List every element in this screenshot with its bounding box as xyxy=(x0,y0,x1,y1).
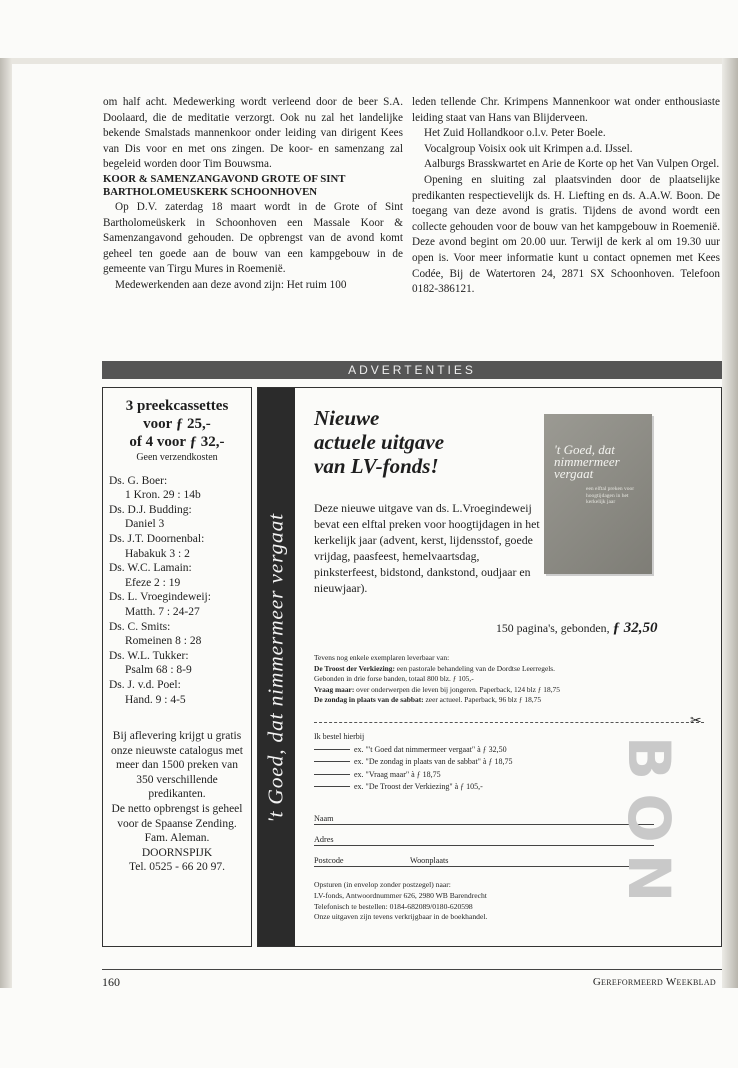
sermon-reference: Hand. 9 : 4-5 xyxy=(125,693,186,706)
sermon-list xyxy=(103,474,251,708)
page-number: 160 xyxy=(102,975,120,989)
order-line-text: ex. "Vraag maar" à ƒ 18,75 xyxy=(354,769,441,779)
page-edge-top xyxy=(12,58,722,64)
order-line xyxy=(314,744,644,757)
order-line xyxy=(314,781,644,794)
order-line xyxy=(314,756,644,769)
book-cover-title: 't Goed, dat nimmermeer vergaat xyxy=(554,442,620,481)
order-form xyxy=(314,731,644,794)
order-line xyxy=(314,769,644,782)
sermon-reference: Daniel 3 xyxy=(125,518,165,531)
sermon-reference: Efeze 2 : 19 xyxy=(125,576,181,589)
order-line-text: ex. "'t Goed dat nimmermeer vergaat" à ƒ 32,50 xyxy=(354,744,507,754)
paragraph: om half acht. Medewerking wordt verleend door de beer S.A. Doolaard, die de meditatie verzorgt. Ook nu zal het landelijke bekende Smalstads mannenkoor onder leiding van dirigent Kees van Dis voor en met ons zingen. De koor- en samenzang zal begeleid worden door Tim Bouwsma. xyxy=(103,96,403,171)
paragraph: Het Zuid Hollandkoor o.l.v. Peter Boele. xyxy=(424,127,606,140)
page-edge-left xyxy=(0,58,12,988)
sermon-reference: Romeinen 8 : 28 xyxy=(125,635,202,648)
city-label: Woonplaats xyxy=(410,856,449,865)
sermon-preacher: Ds. J. v.d. Poel: xyxy=(109,678,181,691)
magazine-name: Gereformeerd Weekblad xyxy=(592,976,716,988)
sermon-preacher: Ds. D.J. Budding: xyxy=(109,503,192,516)
footer-rule xyxy=(102,969,722,970)
postcode-city-field[interactable] xyxy=(314,856,654,867)
sermon-reference: 1 Kron. 29 : 14b xyxy=(125,489,201,502)
bon-watermark: B O N xyxy=(615,735,683,903)
name-field[interactable]: Naam xyxy=(314,814,654,825)
paragraph: Vocalgroup Voisix ook uit Krimpen a.d. IJssel. xyxy=(424,142,633,155)
order-intro: Ik bestel hierbij xyxy=(314,732,365,741)
send-info: Opsturen (in envelop zonder postzegel) naar: LV-fonds, Antwoordnummer 626, 2980 WB Barendrecht Telefonisch te bestellen: 0184-682089/0180-620598 Onze uitgaven zijn tevens verkrijgbaar in de boekhandel. xyxy=(314,880,488,922)
sermon-preacher: Ds. L. Vroegindeweij: xyxy=(109,591,211,604)
order-line-text: ex. "De Troost der Verkiezing" à ƒ 105,- xyxy=(354,782,483,791)
ad-spine xyxy=(258,388,295,946)
sermon-preacher: Ds. G. Boer: xyxy=(109,474,168,487)
ad-footer: Bij aflevering krijgt u gratis onze nieuwste catalogus met meer dan 1500 preken van 350 verschillende predikanten. De netto opbrengst is geheel voor de Spaanse Zending. Fam. Aleman. DOORNSPIJK Tel. 0525 - 66 20 97. xyxy=(111,730,243,874)
lv-fonds-ad xyxy=(257,387,722,947)
book-cover-image xyxy=(544,414,652,574)
paragraph: leden tellende Chr. Krimpens Mannenkoor wat onder enthousiaste leiding staat van Hans van Blijderveen. xyxy=(412,96,720,124)
paragraph: Opening en sluiting zal plaatsvinden door de plaatselijke predikanten respectievelijk ds. H. Liefting en ds. A.A.W. Boon. De toegang van deze avond is gratis. Tijdens de avond wordt een collecte gehouden voor de bouw van het kampgebouw in Roemenië. Deze avond begint om 20.00 uur. Terwijl de kerk al om 19.30 uur open is. Voor meer informatie kunt u contact opnemen met Kees Codée, Bij de Watertoren 24, 2871 SX Schoonhoven. Telefoon 0182-386121. xyxy=(412,173,720,296)
spine-title: 't Goed, dat nimmermeer vergaat xyxy=(263,513,288,823)
sermon-reference: Psalm 68 : 8-9 xyxy=(125,664,192,677)
book-cover-subtitle: een elftal preken voor hoogtijdagen in het kerkelijk jaar xyxy=(586,486,635,505)
quantity-blank[interactable] xyxy=(314,749,350,750)
sermon-preacher: Ds. J.T. Doornenbal: xyxy=(109,532,205,545)
paragraph: Medewerkenden aan deze avond zijn: Het ruim 100 xyxy=(115,278,347,291)
price: ƒ 32,50 xyxy=(612,620,658,636)
section-heading: KOOR & SAMENZANGAVOND GROTE OF SINT BARTHOLOMEUSKERK SCHOONHOVEN xyxy=(103,172,346,199)
quantity-blank[interactable] xyxy=(314,786,350,787)
ad-headline: Nieuwe actuele uitgave van LV-fonds! xyxy=(314,406,445,478)
sermon-reference: Habakuk 3 : 2 xyxy=(125,547,190,560)
left-column xyxy=(103,95,403,294)
also-available: Tevens nog enkele exemplaren leverbaar van: De Troost der Verkiezing: een pastorale behandeling van de Dordtse Leerregels. Gebonden in drie forse banden, totaal 800 blz. ƒ 105,- Vraag maar: over onderwerpen die leven bij jongeren. Paperback, 124 blz ƒ 18,75 De zondag in plaats van de sabbat: zeer actueel. Paperback, 96 blz ƒ 18,75 xyxy=(314,653,560,704)
ad-description: Deze nieuwe uitgave van ds. L.Vroegindeweij bevat een elftal preken voor hoogtijdagen in het kerkelijk jaar (advent, kerst, lijdensstof, goede vrijdag, paasfeest, hemelvaartsdag, pinksterfeest, bidstond, dankstond, oudjaar en nieuwjaar). xyxy=(314,501,540,595)
page-edge-right xyxy=(722,58,738,988)
price-line: 150 pagina's, gebonden, ƒ 32,50 xyxy=(496,620,658,636)
quantity-blank[interactable] xyxy=(314,774,350,775)
ad-title: 3 preekcassettes voor ƒ 25,- of 4 voor ƒ 32,- xyxy=(125,398,229,450)
sermon-preacher: Ds. W.L. Tukker: xyxy=(109,649,189,662)
quantity-blank[interactable] xyxy=(314,761,350,762)
address-field[interactable]: Adres xyxy=(314,835,654,846)
cut-line xyxy=(314,722,704,723)
scissors-icon: ✂ xyxy=(690,713,702,729)
order-lines xyxy=(314,744,644,794)
order-line-text: ex. "De zondag in plaats van de sabbat" à ƒ 18,75 xyxy=(354,757,513,766)
sermon-preacher: Ds. W.C. Lamain: xyxy=(109,562,192,575)
sermon-cassette-ad xyxy=(102,387,252,947)
ad-subtitle: Geen verzendkosten xyxy=(136,452,218,463)
sermon-preacher: Ds. C. Smits: xyxy=(109,620,171,633)
right-column xyxy=(412,95,720,298)
paragraph: Aalburgs Brasskwartet en Arie de Korte op het Van Vulpen Orgel. xyxy=(424,158,720,171)
sermon-reference: Matth. 7 : 24-27 xyxy=(125,605,200,618)
postcode-label: Postcode xyxy=(314,856,344,865)
advertisements-banner: ADVERTENTIES xyxy=(102,361,722,379)
paragraph: Op D.V. zaterdag 18 maart wordt in de Grote of Sint Bartholomeüskerk in Schoonhoven een Massale Koor & Samenzangavond gehouden. De opbrengst van de avond komt geheel ten goede aan de bouw van een kampgebouw in de gemeente van Tirgu Mures in Roemenië. xyxy=(103,200,403,276)
